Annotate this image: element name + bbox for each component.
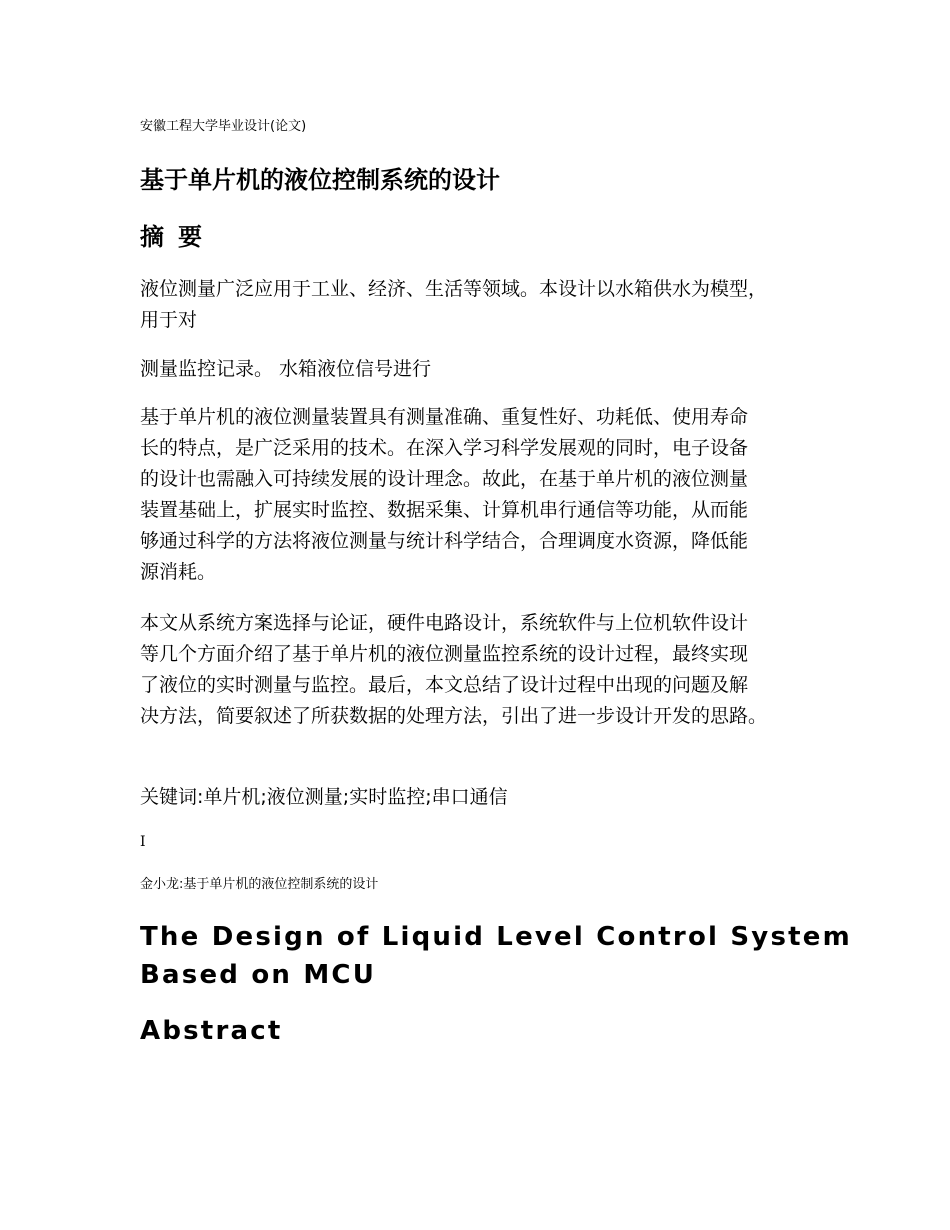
chinese-title: 基于单片机的液位控制系统的设计	[140, 166, 500, 194]
paragraph-line: 源消耗。	[140, 561, 217, 583]
paragraph-line: 长的特点，是广泛采用的技术。在深入学习科学发展观的同时，电子设备	[140, 437, 749, 459]
english-title	[140, 918, 852, 994]
paragraph-line: 决方法，简要叙述了所获数据的处理方法，引出了进一步设计开发的思路。	[140, 705, 768, 727]
abstract-paragraph-3	[140, 402, 830, 588]
university-header: 安徽工程大学毕业设计(论文)	[140, 119, 307, 134]
paragraph-line: 装置基础上，扩展实时监控、数据采集、计算机串行通信等功能，从而能	[140, 499, 749, 521]
paragraph-line: 测量监控记录。 水箱液位信号进行	[140, 358, 432, 380]
paragraph-line: 基于单片机的液位测量装置具有测量准确、重复性好、功耗低、使用寿命	[140, 406, 749, 428]
page-number: I	[140, 834, 146, 850]
paragraph-line: 用于对	[140, 309, 198, 331]
keywords: 关键词:单片机;液位测量;实时监控;串口通信	[140, 786, 508, 808]
english-abstract-heading: Abstract	[140, 1016, 283, 1046]
english-title-line: The Design of Liquid Level Control System	[140, 922, 852, 952]
chinese-abstract-heading	[140, 222, 204, 252]
running-header: 金小龙:基于单片机的液位控制系统的设计	[140, 877, 379, 892]
paragraph-line: 够通过科学的方法将液位测量与统计科学结合，合理调度水资源，降低能	[140, 530, 749, 552]
abstract-paragraph-2	[140, 354, 830, 385]
abstract-heading-char-2: 要	[178, 223, 204, 251]
paragraph-line: 本文从系统方案选择与论证，硬件电路设计，系统软件与上位机软件设计	[140, 612, 749, 634]
paragraph-line: 液位测量广泛应用于工业、经济、生活等领域。本设计以水箱供水为模型，	[140, 278, 768, 300]
abstract-paragraph-4	[140, 608, 830, 732]
paragraph-line: 了液位的实时测量与监控。最后，本文总结了设计过程中出现的问题及解	[140, 674, 749, 696]
abstract-heading-char-1: 摘	[140, 223, 166, 251]
abstract-paragraph-1	[140, 274, 830, 336]
paragraph-line: 的设计也需融入可持续发展的设计理念。故此，在基于单片机的液位测量	[140, 468, 749, 490]
english-title-line: Based on MCU	[140, 960, 377, 990]
paragraph-line: 等几个方面介绍了基于单片机的液位测量监控系统的设计过程，最终实现	[140, 643, 749, 665]
